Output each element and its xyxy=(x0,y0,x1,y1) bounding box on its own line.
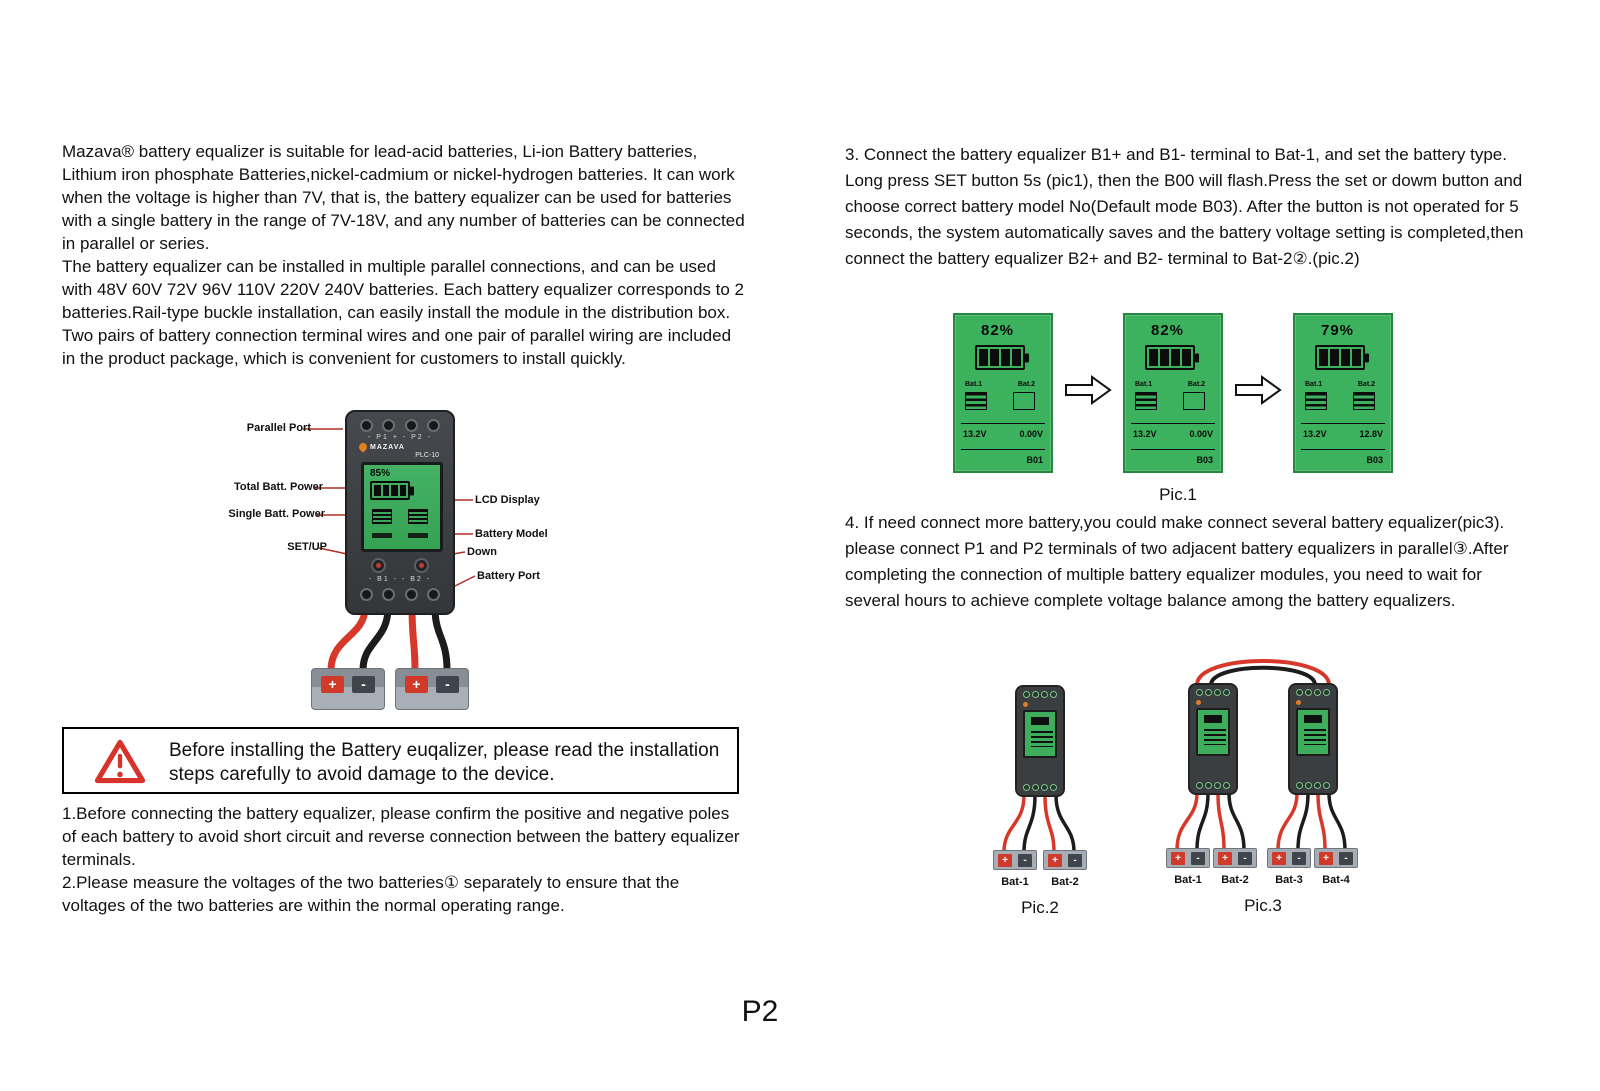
lcd-percent: 85% xyxy=(370,468,391,479)
step-2-text: 2.Please measure the voltages of the two batteries① separately to ensure that the voltages of the two batteries are within the normal operating range. xyxy=(62,873,680,915)
battery-level-icon xyxy=(1315,345,1365,370)
plus-terminal: + xyxy=(1171,852,1185,865)
bat3-name: Bat-3 xyxy=(1275,874,1303,886)
brand-logo-icon xyxy=(1023,701,1057,708)
battery-terminal-block-2 xyxy=(1213,848,1257,868)
lcd-screen-2 xyxy=(1123,313,1223,473)
lcd-detail-rows xyxy=(369,507,435,545)
battery-terminal-block-1 xyxy=(993,850,1037,870)
bat2-voltage: 0.00V xyxy=(1019,429,1043,439)
mini-lcd-display xyxy=(1023,710,1057,758)
bat1-cell-icon xyxy=(1305,392,1327,410)
callout-battery-model: Battery Model xyxy=(475,528,548,540)
bat2-name: Bat-2 xyxy=(1221,874,1249,886)
battery-level-icon xyxy=(1031,717,1049,725)
brand-logo-icon xyxy=(357,441,368,452)
pic3-caption: Pic.3 xyxy=(1244,896,1282,915)
device-diagram xyxy=(225,410,555,725)
minus-terminal: - xyxy=(1191,852,1205,865)
step-3 xyxy=(845,142,1525,272)
pic1-caption: Pic.1 xyxy=(1159,485,1197,504)
bat1-label: Bat.1 xyxy=(1305,381,1323,388)
warning-box xyxy=(62,727,739,794)
battery-terminal-block-4 xyxy=(1314,848,1358,868)
bat1-name: Bat-1 xyxy=(1174,874,1202,886)
callout-single-batt-power: Single Batt. Power xyxy=(228,508,325,520)
bat1-label: Bat.1 xyxy=(1135,381,1153,388)
brand-row xyxy=(359,443,405,451)
equalizer-device xyxy=(345,410,455,615)
lcd-display xyxy=(361,462,443,552)
down-button xyxy=(414,558,429,573)
callout-set-up: SET/UP xyxy=(287,541,327,553)
battery-model-code: B03 xyxy=(1366,455,1383,465)
warning-triangle-icon xyxy=(94,738,146,785)
intro-paragraph-3: Two pairs of battery connection terminal wires and one pair of parallel wiring are included in the product package, which is convenient for customers to install quickly. xyxy=(62,326,732,368)
mini-lcd-display xyxy=(1196,708,1230,756)
bat1-label: Bat.1 xyxy=(965,381,983,388)
minus-terminal: - xyxy=(1339,852,1353,865)
arrow-right-icon xyxy=(1064,375,1112,405)
minus-terminal: - xyxy=(1238,852,1252,865)
plus-terminal: + xyxy=(1218,852,1232,865)
brand-logo-icon xyxy=(1196,699,1230,706)
callout-battery-port: Battery Port xyxy=(477,570,540,582)
battery-port-text: - B1 - - B2 - xyxy=(368,576,432,583)
bat2-cell-icon xyxy=(1183,392,1205,410)
pic2-figure xyxy=(985,680,1095,925)
bat2-voltage: 12.8V xyxy=(1359,429,1383,439)
plus-terminal: + xyxy=(321,676,344,693)
battery-port-terminals xyxy=(360,588,440,601)
bottom-terminals xyxy=(1023,784,1057,791)
callout-down: Down xyxy=(467,546,497,558)
bat1-voltage: 13.2V xyxy=(1303,429,1327,439)
battery-percent: 82% xyxy=(1151,322,1185,339)
bat1-cell-icon xyxy=(965,392,987,410)
plus-terminal: + xyxy=(1048,854,1062,867)
minus-terminal: - xyxy=(1292,852,1306,865)
battery-model-code: B03 xyxy=(1196,455,1213,465)
equalizer-mini-device-2 xyxy=(1288,683,1338,795)
bottom-terminals xyxy=(1196,782,1230,789)
battery-level-icon xyxy=(1145,345,1195,370)
top-terminals xyxy=(1296,689,1330,696)
callout-parallel-port: Parallel Port xyxy=(246,422,311,434)
page-number: P2 xyxy=(741,995,779,1028)
brand-name: MAZAVA xyxy=(370,443,405,451)
battery-terminal-block-3 xyxy=(1267,848,1311,868)
pic2-caption: Pic.2 xyxy=(1021,898,1059,917)
battery-level-icon xyxy=(370,481,410,500)
step-1-text: 1.Before connecting the battery equalizer, please confirm the positive and negative poles of each battery to avoid short circuit and reverse connection between the battery equalizer terminals. xyxy=(62,804,740,869)
step-4-text: 4. If need connect more battery,you could make connect several battery equalizer(pic3). please connect P1 and P2 terminals of two adjacent battery equalizers in parallel③.After completing the connection of multiple battery equalizer modules, you need to wait for several hours to achieve complete voltage balance among the battery equalizers. xyxy=(845,513,1509,610)
voltage-readout-mark xyxy=(408,533,428,538)
callout-total-batt-power: Total Batt. Power xyxy=(233,481,323,493)
bat1-voltage: 13.2V xyxy=(1133,429,1157,439)
battery-model-code: B01 xyxy=(1026,455,1043,465)
bat2-cell-icon xyxy=(1353,392,1375,410)
battery-level-icon xyxy=(975,345,1025,370)
top-terminals xyxy=(1023,691,1057,698)
bat2-cell-icon xyxy=(1013,392,1035,410)
bat2-label: Bat.2 xyxy=(1357,381,1375,388)
mini-lcd-display xyxy=(1296,708,1330,756)
bat2-name: Bat-2 xyxy=(1051,876,1079,888)
plus-terminal: + xyxy=(1319,852,1333,865)
intro-paragraph-2: The battery equalizer can be installed in multiple parallel connections, and can be used with 48V 60V 72V 96V 110V 220V 240V batteries. Each battery equalizer corresponds to 2 batteries.Rail-type buckle installation, can easily install the module in the distribution box. xyxy=(62,257,745,322)
battery-terminal-block-1 xyxy=(1166,848,1210,868)
battery-terminal-block-2 xyxy=(1043,850,1087,870)
step-4 xyxy=(845,510,1525,614)
battery-percent: 82% xyxy=(981,322,1015,339)
lcd-screen-3 xyxy=(1293,313,1393,473)
intro-text xyxy=(62,140,746,370)
minus-terminal: - xyxy=(436,676,459,693)
plus-terminal: + xyxy=(405,676,428,693)
set-up-button xyxy=(371,558,386,573)
parallel-port-terminals xyxy=(360,419,440,432)
step-3-text: 3. Connect the battery equalizer B1+ and B1- terminal to Bat-1, and set the battery type. Long press SET button 5s (pic1), then the B00 will flash.Press the set or dowm button and choose correct battery model No(Default mode B03). After the button is not operated for 5 seconds, the system automatically saves and the battery voltage setting is completed,then connect the battery equalizer B2+ and B2- terminal to Bat-2②.(pic.2) xyxy=(845,145,1524,268)
top-terminals xyxy=(1196,689,1230,696)
parallel-port-text: - P1 + - P2 - xyxy=(368,434,432,441)
pic3-figure xyxy=(1163,648,1363,928)
battery-2 xyxy=(395,668,469,710)
equalizer-mini-device-1 xyxy=(1188,683,1238,795)
pic1-figure xyxy=(948,313,1408,513)
steps-1-2 xyxy=(62,802,746,917)
minus-terminal: - xyxy=(1018,854,1032,867)
battery-level-icon xyxy=(1304,715,1322,723)
battery-1 xyxy=(311,668,385,710)
warning-text: Before installing the Battery euqalizer, please read the installation steps carefully to avoid damage to the device. xyxy=(169,740,720,785)
button-row xyxy=(371,558,429,573)
bat1-voltage: 13.2V xyxy=(963,429,987,439)
bat2-label: Bat.2 xyxy=(1187,381,1205,388)
lcd-screen-1 xyxy=(953,313,1053,473)
bottom-terminals xyxy=(1296,782,1330,789)
plus-terminal: + xyxy=(1272,852,1286,865)
bat4-name: Bat-4 xyxy=(1322,874,1350,886)
callout-lcd-display: LCD Display xyxy=(475,494,540,506)
battery-level-icon xyxy=(1204,715,1222,723)
equalizer-mini-device xyxy=(1015,685,1065,797)
bat2-label: Bat.2 xyxy=(1017,381,1035,388)
plus-terminal: + xyxy=(998,854,1012,867)
model-name: PLC-10 xyxy=(415,452,439,459)
battery-percent: 79% xyxy=(1321,322,1355,339)
voltage-readout-mark xyxy=(372,533,392,538)
minus-terminal: - xyxy=(1068,854,1082,867)
bat1-name: Bat-1 xyxy=(1001,876,1029,888)
brand-logo-icon xyxy=(1296,699,1330,706)
bat2-voltage: 0.00V xyxy=(1189,429,1213,439)
bat1-cell-icon xyxy=(1135,392,1157,410)
arrow-right-icon xyxy=(1234,375,1282,405)
intro-paragraph-1: Mazava® battery equalizer is suitable for lead-acid batteries, Li-ion Battery batteries, Lithium iron phosphate Batteries,nickel-cadmium or nickel-hydrogen batteries. It can work when the voltage is higher than 7V, that is, the battery equalizer can be used for batteries with a single battery in the range of 7V-18V, and any number of batteries can be connected in parallel or series. xyxy=(62,142,745,253)
minus-terminal: - xyxy=(352,676,375,693)
